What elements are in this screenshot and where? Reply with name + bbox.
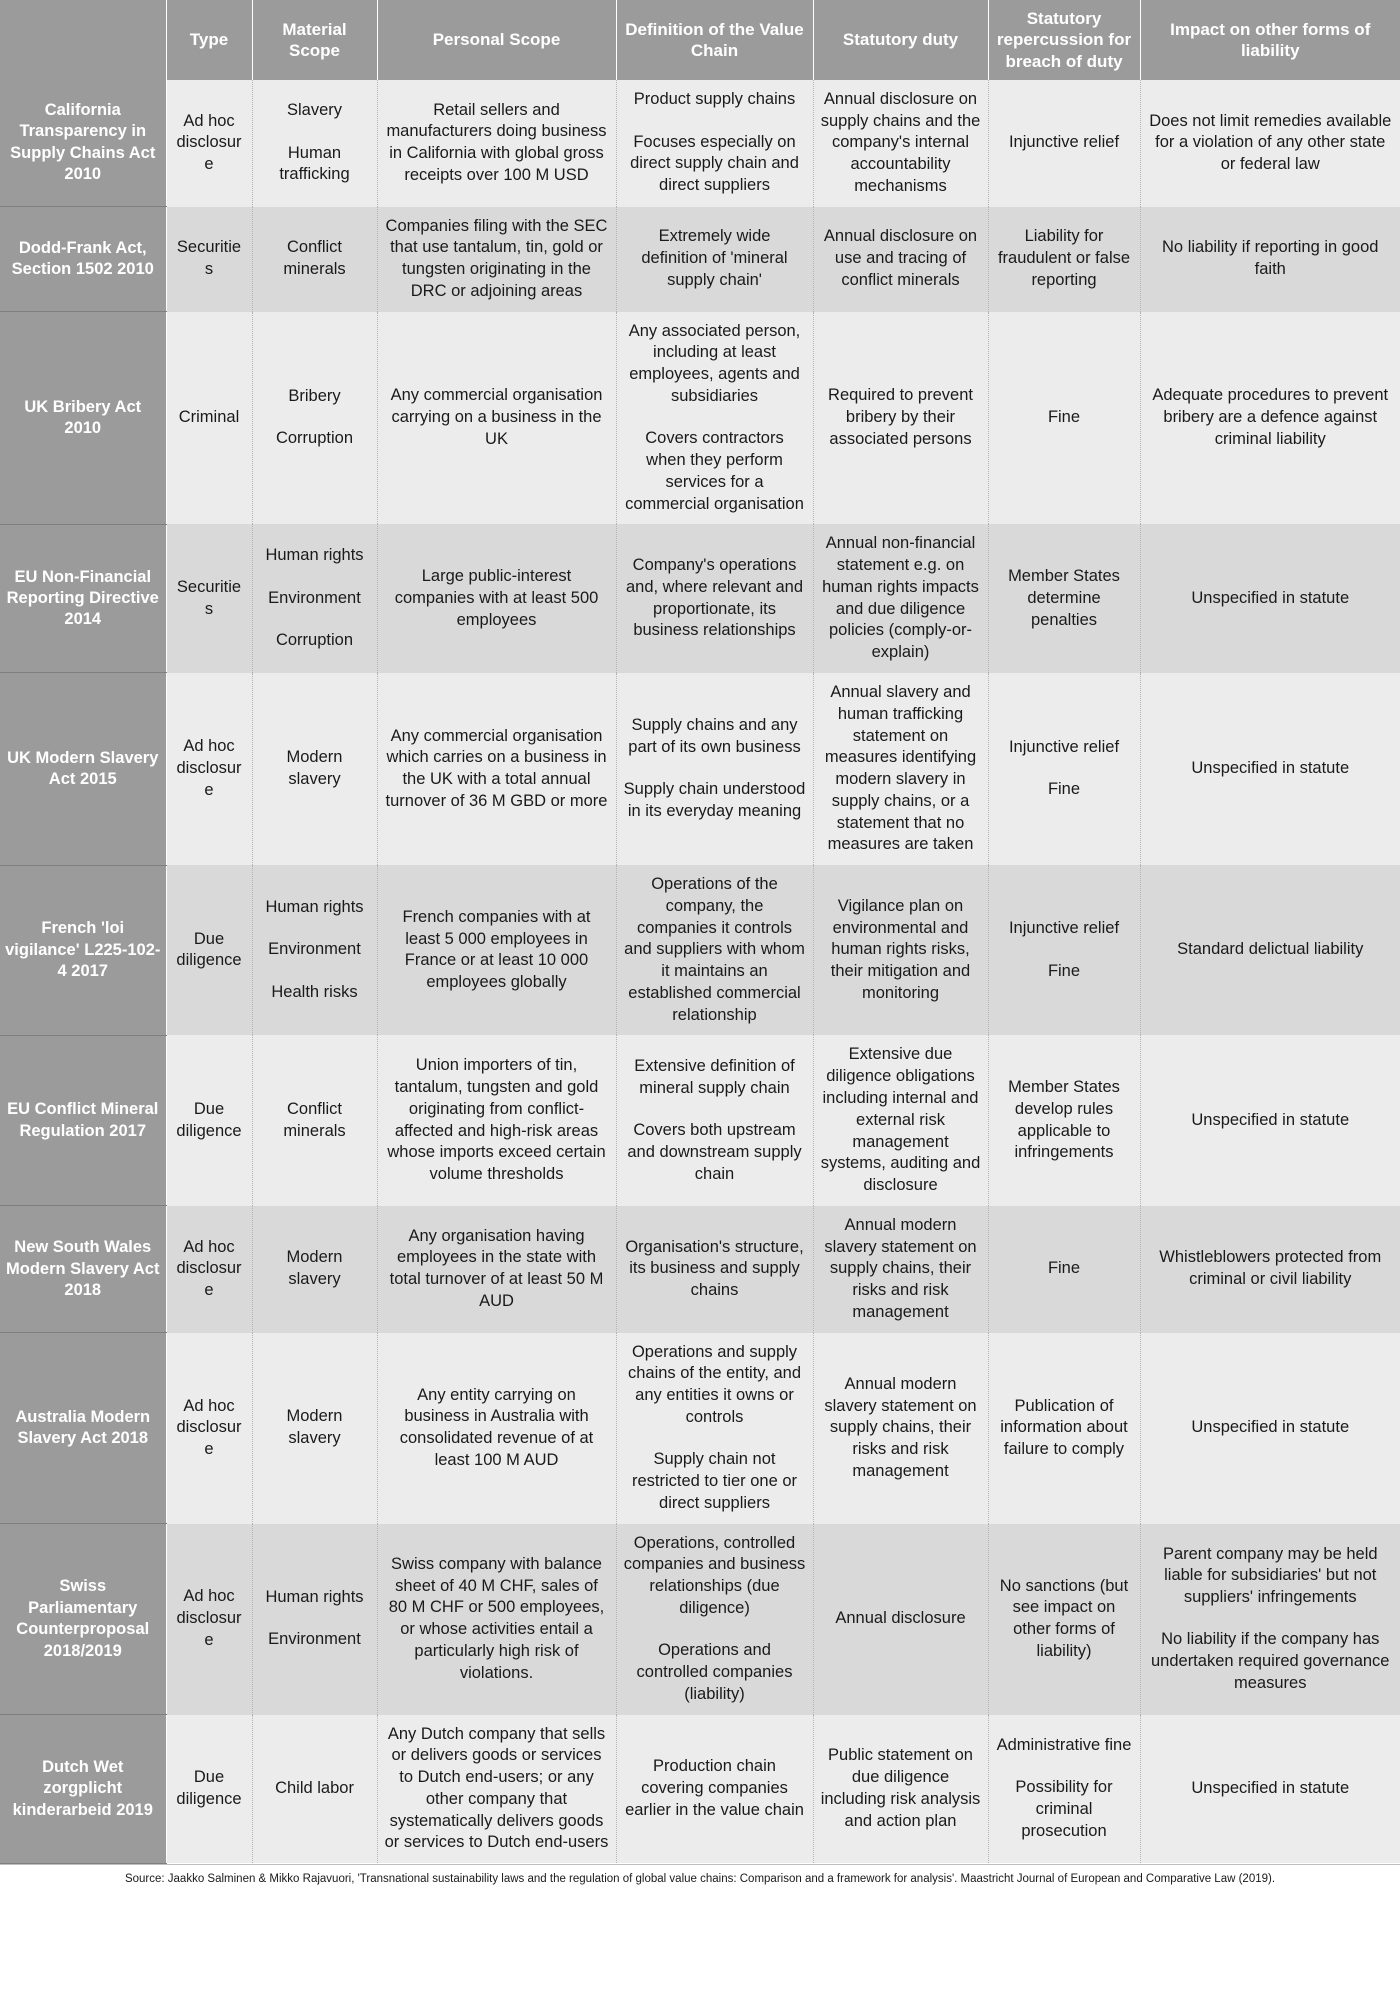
cell-segment-stack [996, 1735, 1133, 1843]
cell-repercussion [988, 524, 1140, 673]
cell-statutory-duty [813, 673, 988, 865]
cell-segment: Environment [268, 1630, 361, 1649]
cell-segment: Supply chain understood in its everyday meaning [623, 780, 806, 821]
cell-segment-stack [821, 682, 981, 856]
cell-segment: No liability if the company has undertaken required governance measures [1150, 1630, 1390, 1692]
cell-personal-scope [377, 673, 616, 865]
header-row [0, 0, 1400, 80]
cell-segment-stack [260, 545, 370, 652]
cell-statutory-duty [813, 1333, 988, 1524]
cell-segment: Product supply chains [633, 90, 796, 109]
cell-segment-stack [996, 226, 1133, 291]
cell-impact [1140, 673, 1400, 865]
cell-segment-stack [385, 1226, 609, 1313]
cell-segment: Annual modern slavery statement on supply chains, their risks and risk management [824, 1215, 977, 1321]
cell-material-scope [252, 1035, 377, 1205]
cell-segment: Child labor [275, 1779, 354, 1798]
cell-segment-stack [821, 896, 981, 1005]
cell-repercussion [988, 1524, 1140, 1715]
column-header-impact-other-liability: Impact on other forms of liability [1140, 0, 1400, 80]
cell-impact [1140, 1035, 1400, 1205]
cell-repercussion [988, 1715, 1140, 1864]
cell-segment: Standard delictual liability [1177, 940, 1364, 959]
cell-segment: Fine [1047, 961, 1081, 980]
cell-material-scope [252, 524, 377, 673]
cell-segment: Adequate procedures to prevent bribery are a defence against criminal liability [1152, 386, 1389, 448]
cell-segment-stack [996, 1077, 1133, 1164]
cell-impact [1140, 1715, 1400, 1864]
cell-segment: Fine [1047, 780, 1081, 799]
cell-segment: Operations and controlled companies (liability) [636, 1641, 793, 1703]
cell-repercussion [988, 312, 1140, 525]
table-row [0, 1333, 1400, 1524]
cell-material-scope [252, 80, 377, 207]
cell-segment: Any commercial organisation carrying on a business in the UK [390, 386, 603, 448]
cell-segment: Environment [268, 940, 361, 959]
cell-segment: Covers contractors when they perform services for a commercial organisation [625, 429, 804, 513]
cell-segment-stack [996, 566, 1133, 631]
cell-segment-stack [260, 1406, 370, 1450]
table-row [0, 1524, 1400, 1715]
cell-segment-stack [821, 226, 981, 291]
cell-segment-stack [1148, 939, 1394, 961]
cell-segment: Supply chain not restricted to tier one or direct suppliers [631, 1450, 798, 1512]
cell-type: Ad hoc disclosure [166, 80, 252, 207]
cell-segment: Corruption [275, 631, 354, 650]
cell-segment: Operations and supply chains of the entity, and any entities it owns or controls [627, 1342, 802, 1426]
cell-statutory-duty [813, 1035, 988, 1205]
cell-segment-stack [385, 1554, 609, 1685]
cell-segment: Member States determine penalties [1008, 567, 1120, 629]
row-header-law-name: UK Modern Slavery Act 2015 [0, 673, 166, 865]
cell-segment-stack [1148, 588, 1394, 610]
cell-segment: Modern slavery [286, 748, 343, 789]
cell-statutory-duty [813, 80, 988, 207]
cell-segment: Any entity carrying on business in Australia with consolidated revenue of at least 100 M AUD [399, 1385, 594, 1469]
cell-type: Securities [166, 524, 252, 673]
cell-segment-stack [996, 1576, 1133, 1663]
cell-repercussion [988, 673, 1140, 865]
cell-segment: Organisation's structure, its business and supply chains [625, 1237, 804, 1300]
cell-segment-stack [1148, 1110, 1394, 1132]
cell-segment-stack [996, 407, 1133, 429]
cell-segment: Member States develop rules applicable to infringements [1008, 1078, 1120, 1162]
cell-segment-stack [624, 715, 806, 823]
cell-segment-stack [821, 1215, 981, 1324]
cell-segment: Swiss company with balance sheet of 40 M CHF, sales of 80 M CHF or 500 employees, or whose activities entail a particularly high risk of violations. [388, 1554, 605, 1682]
cell-segment-stack [821, 1608, 981, 1630]
cell-segment: Modern slavery [286, 1407, 343, 1448]
source-citation: Source: Jaakko Salminen & Mikko Rajavuori, 'Transnational sustainability laws and the regulation of global value chains: Comparison and a framework for analysis'. Maastricht Journal of European and Comparative Law (2019). [0, 1864, 1400, 1891]
cell-value-chain [616, 1035, 813, 1205]
cell-segment: Production chain covering companies earlier in the value chain [625, 1757, 804, 1819]
row-header-law-name: California Transparency in Supply Chains Act 2010 [0, 80, 166, 207]
cell-impact [1140, 524, 1400, 673]
row-header-law-name: French 'loi vigilance' L225-102-4 2017 [0, 865, 166, 1035]
cell-personal-scope [377, 1524, 616, 1715]
cell-segment-stack [624, 321, 806, 516]
cell-segment-stack [624, 1533, 806, 1706]
cell-segment: Possibility for criminal prosecution [1015, 1778, 1113, 1840]
cell-type: Due diligence [166, 1715, 252, 1864]
cell-segment-stack [821, 533, 981, 664]
cell-segment: Human rights [265, 546, 364, 565]
cell-statutory-duty [813, 524, 988, 673]
cell-personal-scope [377, 312, 616, 525]
cell-segment: Corruption [275, 429, 354, 448]
cell-impact [1140, 207, 1400, 312]
cell-type: Ad hoc disclosure [166, 673, 252, 865]
cell-segment: Covers both upstream and downstream supply chain [627, 1121, 802, 1183]
cell-value-chain [616, 673, 813, 865]
cell-segment-stack [996, 918, 1133, 982]
row-header-law-name: Swiss Parliamentary Counterproposal 2018/2019 [0, 1524, 166, 1715]
cell-segment: Fine [1047, 408, 1081, 427]
cell-repercussion [988, 207, 1140, 312]
cell-segment: Injunctive relief [1008, 919, 1120, 938]
cell-segment-stack [1148, 237, 1394, 281]
cell-segment: Administrative fine [996, 1736, 1132, 1755]
cell-impact [1140, 865, 1400, 1035]
cell-segment: Bribery [288, 386, 341, 405]
cell-segment: Unspecified in statute [1191, 1779, 1350, 1798]
cell-segment-stack [260, 237, 370, 281]
cell-repercussion [988, 1035, 1140, 1205]
table-row [0, 1035, 1400, 1205]
column-header-value-chain-definition: Definition of the Value Chain [616, 0, 813, 80]
cell-segment-stack [260, 1587, 370, 1651]
cell-repercussion [988, 865, 1140, 1035]
cell-material-scope [252, 865, 377, 1035]
cell-value-chain [616, 1524, 813, 1715]
cell-segment-stack [821, 385, 981, 450]
cell-segment: Annual modern slavery statement on supply chains, their risks and risk management [824, 1374, 977, 1480]
cell-segment: Liability for fraudulent or false reporting [997, 227, 1131, 289]
cell-segment-stack [260, 897, 370, 1004]
table-row [0, 207, 1400, 312]
table-row [0, 673, 1400, 865]
cell-segment: Unspecified in statute [1191, 759, 1350, 778]
cell-segment: Parent company may be held liable for subsidiaries' but not suppliers' infringements [1162, 1544, 1378, 1607]
row-header-law-name: New South Wales Modern Slavery Act 2018 [0, 1206, 166, 1333]
table-row [0, 1715, 1400, 1864]
cell-segment-stack [385, 100, 609, 187]
cell-segment-stack [996, 1396, 1133, 1461]
cell-segment: French companies with at least 5 000 employees in France or at least 10 000 employees globally [402, 907, 591, 992]
cell-segment-stack [624, 89, 806, 197]
cell-segment-stack [260, 1247, 370, 1291]
cell-statutory-duty [813, 1524, 988, 1715]
cell-segment: Vigilance plan on environmental and human rights risks, their mitigation and monitoring [830, 896, 971, 1002]
row-header-law-name: EU Non-Financial Reporting Directive 2014 [0, 524, 166, 673]
cell-segment: Retail sellers and manufacturers doing business in California with global gross receipts over 100 M USD [386, 100, 607, 184]
cell-segment-stack [821, 1044, 981, 1196]
cell-segment: Annual disclosure [835, 1609, 966, 1628]
cell-segment: Union importers of tin, tantalum, tungsten and gold originating from conflict-affected and high-risk areas whose imports exceed certain volume thresholds [387, 1056, 606, 1184]
cell-segment-stack [1148, 1417, 1394, 1439]
cell-material-scope [252, 312, 377, 525]
cell-segment: Health risks [271, 982, 358, 1001]
cell-segment: Environment [268, 588, 361, 607]
cell-segment-stack [1148, 1247, 1394, 1291]
cell-segment-stack [624, 1056, 806, 1185]
cell-type: Ad hoc disclosure [166, 1206, 252, 1333]
row-header-law-name: Dutch Wet zorgplicht kinderarbeid 2019 [0, 1715, 166, 1864]
cell-value-chain [616, 1333, 813, 1524]
cell-segment-stack [385, 385, 609, 450]
cell-segment: Large public-interest companies with at least 500 employees [394, 567, 599, 629]
cell-value-chain [616, 865, 813, 1035]
cell-segment: Annual disclosure on use and tracing of conflict minerals [823, 227, 978, 289]
cell-segment: Does not limit remedies available for a violation of any other state or federal law [1149, 111, 1392, 174]
cell-segment: Slavery [286, 101, 343, 120]
cell-segment-stack [1148, 1544, 1394, 1695]
cell-segment-stack [624, 226, 806, 291]
cell-segment: Public statement on due diligence including risk analysis and action plan [820, 1746, 981, 1830]
cell-impact [1140, 312, 1400, 525]
cell-segment: Conflict minerals [283, 238, 346, 279]
cell-segment: Extensive due diligence obligations including internal and external risk management systems, auditing and disclosure [820, 1045, 981, 1195]
column-header-statutory-repercussion: Statutory repercussion for breach of duty [988, 0, 1140, 80]
cell-segment: Modern slavery [286, 1248, 343, 1289]
cell-type: Ad hoc disclosure [166, 1333, 252, 1524]
cell-personal-scope [377, 524, 616, 673]
cell-segment-stack [260, 1099, 370, 1143]
cell-segment-stack [996, 132, 1133, 154]
cell-segment: No sanctions (but see impact on other forms of liability) [999, 1576, 1129, 1660]
cell-segment: Human trafficking [279, 143, 350, 184]
cell-segment: Extremely wide definition of 'mineral supply chain' [641, 227, 788, 289]
cell-segment-stack [385, 566, 609, 631]
table-row [0, 80, 1400, 207]
cell-segment-stack [385, 726, 609, 813]
cell-segment-stack [1148, 758, 1394, 780]
cell-segment: Any associated person, including at least employees, agents and subsidiaries [628, 321, 801, 405]
cell-segment-stack [624, 1237, 806, 1302]
cell-segment: Operations, controlled companies and business relationships (due diligence) [623, 1533, 806, 1617]
cell-statutory-duty [813, 207, 988, 312]
cell-material-scope [252, 1524, 377, 1715]
cell-value-chain [616, 207, 813, 312]
cell-statutory-duty [813, 1206, 988, 1333]
row-header-law-name: Australia Modern Slavery Act 2018 [0, 1333, 166, 1524]
cell-segment: No liability if reporting in good faith [1162, 238, 1379, 279]
cell-segment: Fine [1047, 1259, 1081, 1278]
cell-repercussion [988, 1206, 1140, 1333]
cell-statutory-duty [813, 865, 988, 1035]
cell-segment: Annual slavery and human trafficking statement on measures identifying modern slavery in supply chains, or a statement that no measures are taken [824, 682, 977, 854]
cell-segment: Publication of information about failure to comply [1000, 1396, 1128, 1459]
cell-segment: Human rights [265, 898, 364, 917]
cell-segment-stack [1148, 1778, 1394, 1800]
cell-segment-stack [385, 1724, 609, 1855]
cell-value-chain [616, 524, 813, 673]
cell-value-chain [616, 1206, 813, 1333]
cell-segment: Annual non-financial statement e.g. on human rights impacts and due diligence policies (comply-or-explain) [822, 534, 979, 662]
cell-segment: Injunctive relief [1008, 737, 1120, 756]
cell-material-scope [252, 673, 377, 865]
column-header-material-scope: Material Scope [252, 0, 377, 80]
cell-type: Securities [166, 207, 252, 312]
cell-segment-stack [821, 1745, 981, 1832]
row-header-law-name: Dodd-Frank Act, Section 1502 2010 [0, 207, 166, 312]
table-row [0, 312, 1400, 525]
cell-segment-stack [996, 1258, 1133, 1280]
cell-segment-stack [1148, 111, 1394, 176]
cell-segment: Unspecified in statute [1191, 1418, 1350, 1437]
cell-personal-scope [377, 1333, 616, 1524]
cell-segment: Companies filing with the SEC that use tantalum, tin, gold or tungsten originating in the DRC or adjoining areas [385, 216, 608, 300]
cell-material-scope [252, 1715, 377, 1864]
cell-segment-stack [385, 1055, 609, 1186]
cell-segment-stack [821, 1374, 981, 1483]
cell-value-chain [616, 80, 813, 207]
cell-segment: Unspecified in statute [1191, 588, 1350, 607]
column-header-statutory-duty: Statutory duty [813, 0, 988, 80]
cell-segment: Any commercial organisation which carries on a business in the UK with a total annual turnover of 36 M GBD or more [385, 726, 608, 810]
cell-type: Due diligence [166, 1035, 252, 1205]
cell-value-chain [616, 312, 813, 525]
cell-personal-scope [377, 1715, 616, 1864]
cell-segment: Any Dutch company that sells or delivers goods or services to Dutch end-users; or any other company that systematically delivers goods or services to Dutch end-users [384, 1724, 609, 1852]
cell-segment-stack [821, 89, 981, 198]
cell-segment: Annual disclosure on supply chains and the company's internal accountability mechanisms [820, 89, 981, 195]
cell-segment: Supply chains and any part of its own business [628, 716, 801, 756]
cell-repercussion [988, 1333, 1140, 1524]
cell-segment-stack [624, 1342, 806, 1515]
cell-segment: Human rights [265, 1588, 364, 1607]
cell-segment-stack [260, 1778, 370, 1800]
table-row [0, 1206, 1400, 1333]
cell-segment-stack [385, 216, 609, 303]
cell-value-chain [616, 1715, 813, 1864]
cell-segment-stack [260, 100, 370, 186]
cell-statutory-duty [813, 312, 988, 525]
cell-type: Criminal [166, 312, 252, 525]
cell-segment-stack [260, 386, 370, 450]
column-header-type: Type [166, 0, 252, 80]
cell-segment-stack [385, 907, 609, 994]
column-header-personal-scope: Personal Scope [377, 0, 616, 80]
table-row [0, 524, 1400, 673]
cell-segment: Extensive definition of mineral supply chain [634, 1056, 795, 1097]
cell-segment: Injunctive relief [1008, 133, 1120, 152]
table-body [0, 80, 1400, 1863]
row-header-law-name: EU Conflict Mineral Regulation 2017 [0, 1035, 166, 1205]
cell-material-scope [252, 1333, 377, 1524]
cell-personal-scope [377, 1206, 616, 1333]
cell-segment: Any organisation having employees in the state with total turnover of at least 50 M AUD [389, 1226, 604, 1310]
cell-personal-scope [377, 80, 616, 207]
cell-segment-stack [260, 747, 370, 791]
cell-segment-stack [624, 1756, 806, 1821]
cell-material-scope [252, 207, 377, 312]
cell-segment: Focuses especially on direct supply chain and direct suppliers [630, 132, 799, 195]
row-header-law-name: UK Bribery Act 2010 [0, 312, 166, 525]
cell-segment-stack [624, 874, 806, 1026]
cell-segment-stack [996, 737, 1133, 801]
cell-segment-stack [1148, 385, 1394, 450]
cell-impact [1140, 80, 1400, 207]
cell-segment-stack [624, 555, 806, 642]
cell-segment: Unspecified in statute [1191, 1110, 1350, 1129]
cell-segment: Company's operations and, where relevant and proportionate, its business relationships [625, 556, 804, 640]
cell-impact [1140, 1206, 1400, 1333]
cell-impact [1140, 1333, 1400, 1524]
cell-segment-stack [385, 1385, 609, 1472]
cell-personal-scope [377, 207, 616, 312]
cell-type: Due diligence [166, 865, 252, 1035]
cell-segment: Operations of the company, the companies it controls and suppliers with whom it maintains an established commercial relationship [624, 875, 805, 1024]
cell-segment: Conflict minerals [283, 1099, 346, 1140]
cell-personal-scope [377, 865, 616, 1035]
table-row [0, 865, 1400, 1035]
cell-repercussion [988, 80, 1140, 207]
cell-personal-scope [377, 1035, 616, 1205]
cell-segment: Whistleblowers protected from criminal or civil liability [1159, 1248, 1382, 1289]
cell-impact [1140, 1524, 1400, 1715]
header-corner-cell [0, 0, 166, 80]
cell-material-scope [252, 1206, 377, 1333]
cell-segment: Required to prevent bribery by their associated persons [828, 386, 973, 448]
cell-type: Ad hoc disclosure [166, 1524, 252, 1715]
table-header [0, 0, 1400, 80]
cell-statutory-duty [813, 1715, 988, 1864]
